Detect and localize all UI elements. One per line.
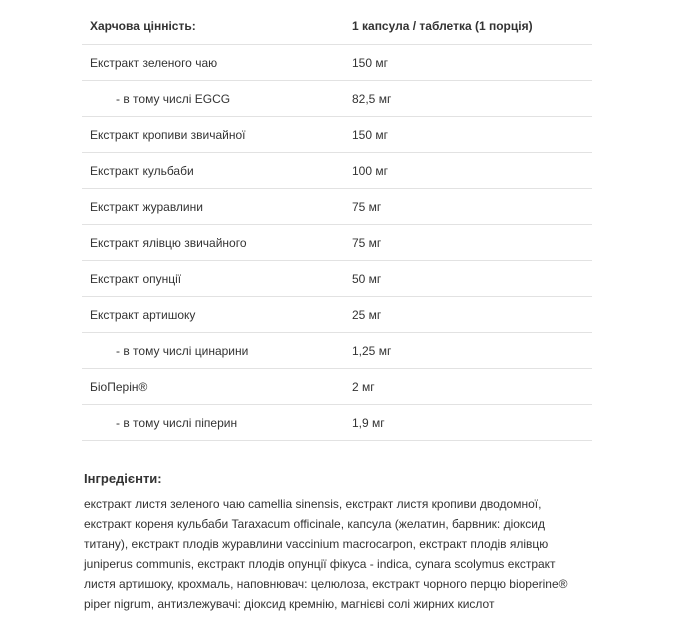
- nutrition-header-name: Харчова цінність:: [82, 8, 352, 45]
- nutrient-name: Екстракт кульбаби: [82, 153, 352, 189]
- nutrient-amount: 82,5 мг: [352, 81, 592, 117]
- nutrition-row: [82, 297, 592, 333]
- nutrition-row: [82, 45, 592, 81]
- nutrient-name: Екстракт артишоку: [82, 297, 352, 333]
- nutrient-amount: 1,9 мг: [352, 405, 592, 441]
- nutrient-name: - в тому числі піперин: [82, 405, 352, 441]
- nutrition-row: [82, 369, 592, 405]
- nutrient-name: - в тому числі EGCG: [82, 81, 352, 117]
- ingredients-text: екстракт листя зеленого чаю camellia sinensis, екстракт листя кропиви дводомної, екстракт кореня кульбаби Taraxacum officinale, капсула (желатин, барвник: діоксид титану), екстракт плодів журавлини vaccinium macrocarpon, екстракт плодів ялівцю juniperus communis, екстракт плодів опунції фікуса - indica, cynara scolymus екстракт листя артишоку, крохмаль, наповнювач: целюлоза, екстракт чорного перцю bioperine® piper nigrum, антизлежувачі: діоксид кремнію, магнієві солі жирних кислот: [84, 497, 568, 611]
- nutrition-row: [82, 81, 592, 117]
- nutrition-row: [82, 225, 592, 261]
- nutrient-amount: 25 мг: [352, 297, 592, 333]
- nutrient-amount: 150 мг: [352, 117, 592, 153]
- nutrition-header-row: [82, 8, 592, 45]
- nutrient-name: Екстракт зеленого чаю: [82, 45, 352, 81]
- nutrition-row: [82, 189, 592, 225]
- nutrition-row: [82, 153, 592, 189]
- nutrient-amount: 100 мг: [352, 153, 592, 189]
- nutrition-row: [82, 333, 592, 369]
- nutrition-table: [82, 8, 592, 441]
- nutrient-amount: 150 мг: [352, 45, 592, 81]
- nutrition-header-value: 1 капсула / таблетка (1 порція): [352, 8, 592, 45]
- nutrient-name: БіоПерін®: [82, 369, 352, 405]
- nutrient-amount: 2 мг: [352, 369, 592, 405]
- nutrient-name: Екстракт кропиви звичайної: [82, 117, 352, 153]
- nutrition-table-body: [82, 8, 592, 441]
- nutrient-name: Екстракт ялівцю звичайного: [82, 225, 352, 261]
- nutrition-row: [82, 117, 592, 153]
- nutrition-row: [82, 261, 592, 297]
- nutrient-name: Екстракт журавлини: [82, 189, 352, 225]
- nutrient-amount: 75 мг: [352, 225, 592, 261]
- ingredients-title: Інгредієнти:: [84, 471, 162, 486]
- nutrition-row: [82, 405, 592, 441]
- nutrient-name: Екстракт опунції: [82, 261, 352, 297]
- nutrient-amount: 75 мг: [352, 189, 592, 225]
- nutrient-amount: 50 мг: [352, 261, 592, 297]
- nutrient-amount: 1,25 мг: [352, 333, 592, 369]
- nutrient-name: - в тому числі цинарини: [82, 333, 352, 369]
